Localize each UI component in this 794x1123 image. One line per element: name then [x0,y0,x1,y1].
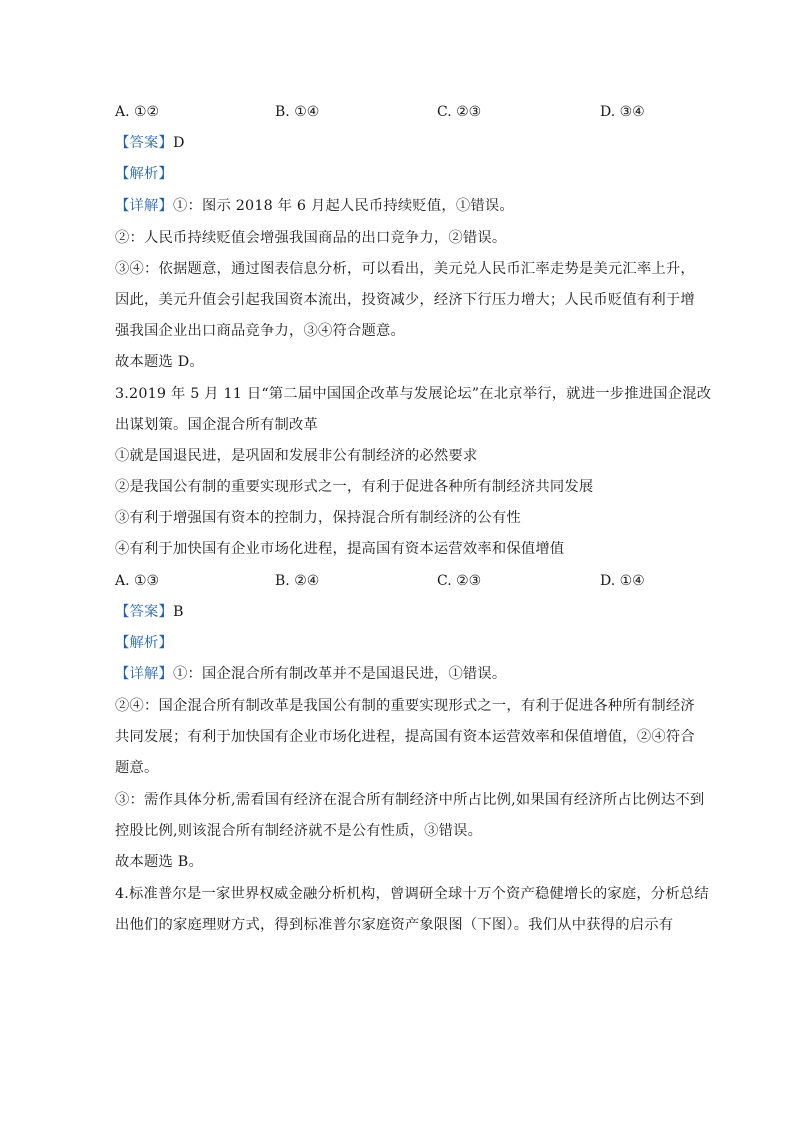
q2-detail-line: ②：人民币持续贬值会增强我国商品的出口竞争力，②错误。 [115,230,507,246]
q3-statement: ③有利于增强国有资本的控制力，保持混合所有制经济的公有性 [115,510,521,526]
q2-detail-line: 因此，美元升值会引起我国资本流出，投资减少，经济下行压力增大；人民币贬值有利于增 [115,292,695,308]
answer-value: B [173,604,184,620]
q4-stem-line: 出他们的家庭理财方式，得到标准普尔家庭资产象限图（下图）。我们从中获得的启示有 [115,917,674,933]
q2-conclusion: 故本题选 D。 [115,354,204,370]
q3-option-c: C. ②③ [437,573,482,589]
q3-detail-line: 共同发展；有利于加快国有企业市场化进程，提高国有资本运营效率和保值增值，②④符合 [115,729,695,745]
q3-conclusion: 故本题选 B。 [115,854,203,870]
q2-option-d: D. ③④ [600,104,645,120]
q3-analysis-tag: 【解析】 [115,635,173,651]
q2-detail-first [115,196,514,216]
q3-option-b: B. ②④ [275,573,320,589]
answer-tag: 【答案】 [115,604,173,620]
q4-stem-line: 4.标准普尔是一家世界权威金融分析机构，曾调研全球十万个资产稳健增长的家庭，分析总结 [115,886,709,902]
q3-answer [115,602,184,622]
q2-analysis-tag: 【解析】 [115,166,173,182]
q3-statement: ④有利于加快国有企业市场化进程，提高国有资本运营效率和保值增值 [115,541,565,557]
detail-text: ①：图示 2018 年 6 月起人民币持续贬值，①错误。 [173,198,514,214]
q3-detail-first [115,664,506,684]
q2-detail-line: ③④：依据题意，通过图表信息分析，可以看出，美元兑人民币汇率走势是美元汇率上升， [115,261,695,277]
answer-tag: 【答案】 [115,135,173,151]
q3-statement: ②是我国公有制的重要实现形式之一，有利于促进各种所有制经济共同发展 [115,479,594,495]
q3-stem-line: 3.2019 年 5 月 11 日“第二届中国国企改革与发展论坛”在北京举行，就进一步推进国企混改 [115,386,712,402]
q3-option-a: A. ①③ [115,573,160,589]
q2-option-c: C. ②③ [437,104,482,120]
q3-detail-line: 控股比例,则该混合所有制经济就不是公有性质，③错误。 [115,823,483,839]
detail-tag: 【详解】 [115,666,173,682]
q3-statement: ①就是国退民进，是巩固和发展非公有制经济的必然要求 [115,448,478,464]
answer-value: D [173,135,185,151]
q3-option-d: D. ①④ [600,573,645,589]
q3-stem-line: 出谋划策。国企混合所有制改革 [115,417,318,433]
detail-tag: 【详解】 [115,198,173,214]
detail-text: ①：国企混合所有制改革并不是国退民进，①错误。 [173,666,507,682]
q3-detail-line: ③：需作具体分析,需看国有经济在混合所有制经济中所占比例,如果国有经济所占比例达不到 [115,792,705,808]
q2-detail-line: 强我国企业出口商品竞争力，③④符合题意。 [115,323,405,339]
q3-detail-line: ②④：国企混合所有制改革是我国公有制的重要实现形式之一，有利于促进各种所有制经济 [115,698,695,714]
q3-detail-line: 题意。 [115,760,159,776]
q2-option-a: A. ①② [115,104,160,120]
q2-option-b: B. ①④ [275,104,320,120]
q2-answer [115,133,185,153]
